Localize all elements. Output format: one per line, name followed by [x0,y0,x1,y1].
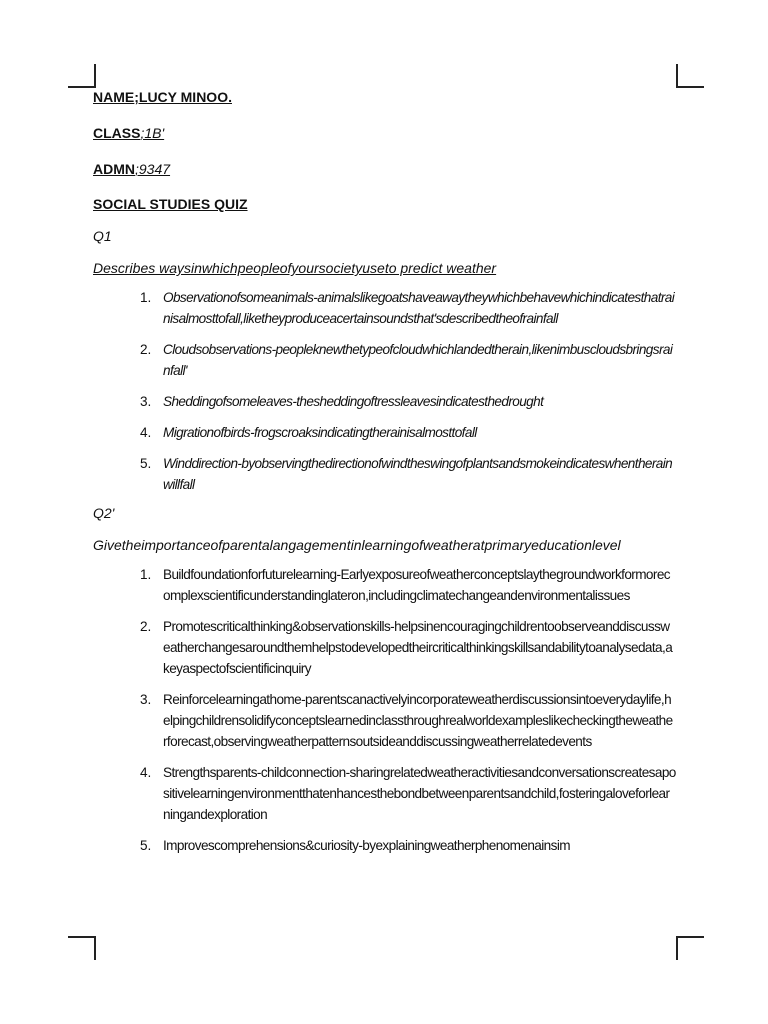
quiz-title: SOCIAL STUDIES QUIZ [93,196,248,212]
answer-text: Strengthsparents-childconnection-sharingrelatedweatheractivitiesandconversationscreatesapositivelearningenvironmentthatenhancesthebondbetweenparentsandchild,fosteringaloveforlearningandexploration [163,765,676,822]
crop-mark-top-right [676,64,704,88]
answer-text: Sheddingofsomeleaves-thesheddingoftressleavesindicatesthedrought [163,394,544,409]
answer-item [93,453,676,495]
answer-text: Winddirection-byobservingthedirectionofwindtheswingofplantsandsmokeindicateswhentherainwillfall [163,456,673,492]
answer-text: Improvescomprehensions&curiosity-byexplainingweatherphenomenainsim [163,838,570,853]
answer-text: Buildfoundationforfuturelearning-Earlyexposureofweatherconceptslaythegroundworkformorecomplexscientificunderstandinglateron,includingclimatechangeandenvironmentalissues [163,567,670,603]
question-1-answers [93,287,676,495]
class-field [93,124,676,142]
answer-number: 2. [140,342,152,357]
name-field [93,88,676,106]
question-2-prompt: Givetheimportanceofparentalangagementinlearningofweatheratprimaryeducationlevel [93,537,621,553]
question-1-prompt: Describes waysinwhichpeopleofyoursocietyuseto predict weather [93,260,497,276]
answer-number: 2. [140,619,152,634]
answer-number: 3. [140,692,152,707]
answer-number: 3. [140,394,152,409]
admn-value: ;9347 [135,161,171,177]
question-2-answers [93,564,676,856]
class-value: ;1B' [140,125,165,141]
answer-item [93,762,676,825]
answer-number: 5. [140,456,152,471]
crop-mark-top-left [68,64,96,88]
admn-field [93,160,676,178]
admn-label: ADMN [93,161,135,177]
answer-item [93,689,676,752]
answer-item [93,391,676,412]
answer-text: Migrationofbirds-frogscroaksindicatingtherainisalmosttofall [163,425,477,440]
answer-text: Observationofsomeanimals-animalslikegoatshaveawaytheywhichbehavewhichindicatesthatrainisalmosttofall,liketheyproduceacertainsoundsthat'sdescribedtheofrainfall [163,290,675,326]
answer-item [93,422,676,443]
answer-number: 1. [140,567,152,582]
class-label: CLASS [93,125,141,141]
document-page [93,88,676,866]
answer-item [93,616,676,679]
question-1-number: Q1 [93,228,112,244]
answer-item [93,835,676,856]
crop-mark-bottom-right [676,936,704,960]
answer-number: 1. [140,290,152,305]
answer-number: 4. [140,425,152,440]
name-value: ;LUCY MINOO. [134,89,232,105]
answer-text: Cloudsobservations-peopleknewthetypeofcloudwhichlandedtherain,likenimbuscloudsbringsrainfall' [163,342,673,378]
question-2-number: Q2' [93,505,115,521]
answer-text: Reinforcelearningathome-parentscanactivelyincorporateweatherdiscussionsintoeverydaylife,helpingchildrensolidifyconceptslearnedinclassthroughrealworldexampleslikecheckingtheweatherforecast,observingweatherpatternsoutsideanddiscussingweatherrelatedevents [163,692,673,749]
answer-item [93,564,676,606]
answer-number: 5. [140,838,152,853]
crop-mark-bottom-left [68,936,96,960]
answer-item [93,287,676,329]
name-label: NAME [93,89,135,105]
answer-number: 4. [140,765,152,780]
answer-item [93,339,676,381]
answer-text: Promotescriticalthinking&observationskills-helpsinencouragingchildrentoobserveanddiscussweatherchangesaroundthemhelpstodevelopedtheircriticalthinkingskillsandabilitytoanalysedata,akeyaspectofscientificinquiry [163,619,673,676]
